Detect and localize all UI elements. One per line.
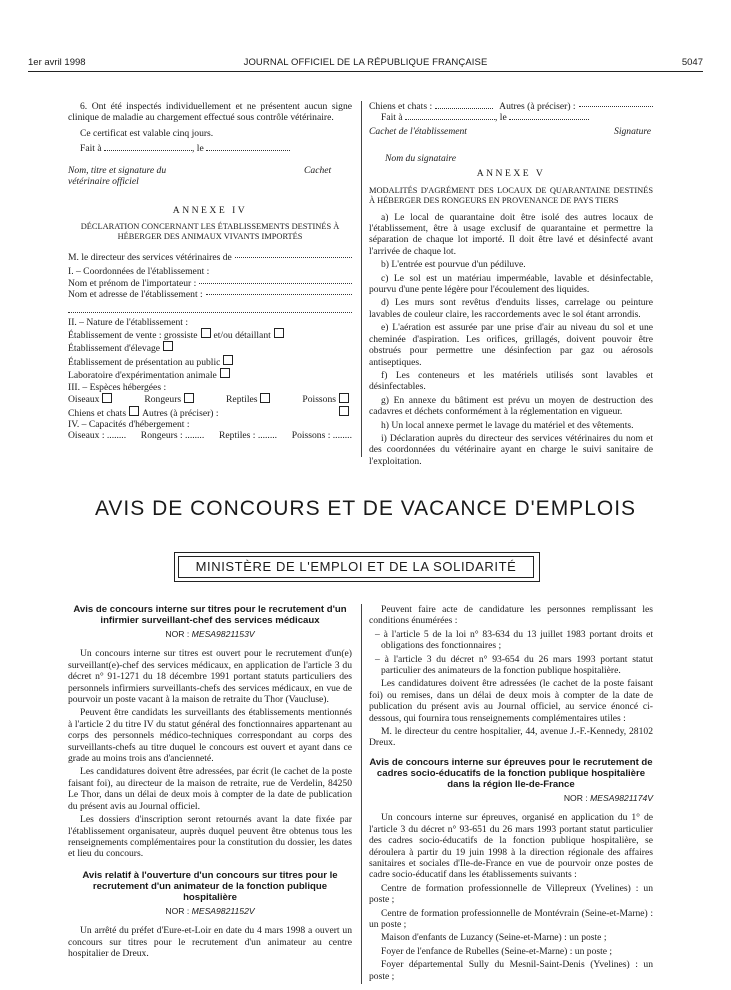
director-dots <box>235 257 352 258</box>
blank-dotted-line <box>68 301 352 313</box>
right-dogs-cats-label: Chiens et chats : <box>369 101 433 112</box>
establishment-1: Centre de formation professionnelle de Villepreux (Yvelines) : un poste ; <box>369 882 653 906</box>
rodents-checkbox[interactable] <box>184 393 194 403</box>
notice-2-p2: Les candidatures doivent être adressées (le cachet de la poste faisant foi) ou remises, dans un délai de deux mois à compter de la date de publication du présent avis au Journal officiel, au service énoncé ci-dessous, qui fournira tous renseignements complémentaires utiles : <box>369 678 653 724</box>
right-le-dots <box>509 119 589 120</box>
left-bottom-column <box>68 604 352 961</box>
section-4-label: IV. – Capacités d'hébergement : <box>68 418 190 430</box>
le-dots <box>206 150 290 151</box>
notice-2-conditions: Peuvent faire acte de candidature les personnes remplissant les conditions énumérées : <box>369 604 653 627</box>
section-title: AVIS DE CONCOURS ET DE VACANCE D'EMPLOIS <box>94 497 637 520</box>
director-label: M. le directeur des services vétérinaires de <box>68 252 232 264</box>
right-others-dots <box>579 106 653 107</box>
header-page-number: 5047 <box>681 57 703 68</box>
establishment-4: Foyer de l'enfance de Rubelles (Seine-et-Marne) : un poste ; <box>381 945 613 957</box>
birds-option <box>68 393 115 405</box>
right-others-label: Autres (à préciser) : <box>499 101 576 112</box>
annex-v-item-e: e) L'aération est assurée par une prise d'air au niveau du sol et une cheminée d'aspiration. Les orifices, grillagés, doivent pouvoir être obstrués pour permettre une désinfection par gaz ou aérosols antiseptiques. <box>369 322 653 368</box>
notice-1-p1: Un concours interne sur titres est ouvert pour le recrutement d'un(e) surveillant(e)-chef des services médicaux, en application de l'article 3 du décret n° 91-1271 du 18 décembre 1991 portant statuts particuliers des personnels infirmiers surveillants-chefs des services médicaux, en vue de pourvoir un poste vacant à la maison de retraite du Thor (Vaucluse). <box>68 648 352 706</box>
notice-1-p2: Peuvent être candidats les surveillants des établissements mentionnés à l'article 2 du titre IV du statut général des fonctionnaires appartenant au corps des personnels médico-techniques correspondant au corps des surveillants-chefs au titre duquel le concours est ouvert et ayant dans ce grade au moins trois ans d'ancienneté. <box>68 707 352 765</box>
retail-checkbox[interactable] <box>274 328 284 338</box>
annex-v-item-a: a) Le local de quarantaine doit être isolé des autres locaux de l'établissement, être à usage exclusif de quarantaine et permettre la séparation de chaque lot importé. Il doit être lavé et désinfecté avant l'arrivée de chaque lot. <box>369 211 653 257</box>
director-line <box>68 252 352 263</box>
annex-v-item-h: h) Un local annexe permet le lavage du matériel et des vêtements. <box>381 419 634 431</box>
notice-2-title: Avis relatif à l'ouverture d'un concours sur titres pour le recrutement d'un animateur de la fonction publique hospitalière <box>82 869 338 903</box>
section-3 <box>68 382 352 393</box>
lab-line <box>68 368 352 381</box>
notice-1-p3: Les candidatures doivent être adressées, par écrit (le cachet de la poste faisant foi), au directeur de la maison de retraite, rue de Verdelin, 84250 Le Thor, dans un délai de deux mois à compter de la date de publication du présent avis au Journal officiel. <box>68 766 352 812</box>
importer-line <box>68 278 352 289</box>
birds-checkbox[interactable] <box>102 393 112 403</box>
fish-label: Poissons <box>302 394 336 406</box>
rodents-option <box>144 393 197 405</box>
etab-signature-block <box>369 126 653 139</box>
fish-option <box>302 393 352 405</box>
vet-signature-label: Nom, titre et signature du vétérinaire officiel <box>68 164 167 187</box>
reptiles-label: Reptiles <box>226 394 258 406</box>
establishment-2: Centre de formation professionnelle de Montévrain (Seine-et-Marne) : un poste ; <box>369 907 653 930</box>
notice-1-p4: Les dossiers d'inscription seront retournés avant la date fixée par l'établissement organisateur, auprès duquel peuvent être obtenus tous les renseignements complémentaires pour la constitution du dossier, les dates et lieu du concours. <box>68 814 352 860</box>
nor-2-label: NOR : <box>165 905 190 916</box>
right-fait-a-label: Fait à <box>381 112 403 124</box>
others-checkbox[interactable] <box>339 406 349 416</box>
section-2 <box>68 317 352 328</box>
establishment-line <box>68 289 352 300</box>
capacity-fish: Poissons : ........ <box>291 430 352 442</box>
section-1 <box>68 266 352 277</box>
section-2-label: II. – Nature de l'établissement : <box>68 316 189 328</box>
establishment-dots <box>206 294 352 295</box>
le-label: , le <box>192 143 204 155</box>
importer-label: Nom et prénom de l'importateur : <box>68 277 197 289</box>
nor-3-code: MESA9821174V <box>590 792 653 803</box>
header-date: 1er avril 1998 <box>28 57 86 68</box>
importer-dots <box>199 283 352 284</box>
annex-v-title: MODALITÉS D'AGRÉMENT DES LOCAUX DE QUARANTAINE DESTINÉS À HÉBERGER DES RONGEURS EN PROVENANCE DE PAYS TIERS <box>369 185 653 205</box>
right-bottom-column <box>369 604 653 984</box>
birds-label: Oiseaux <box>68 394 100 406</box>
notice-1-nor <box>68 629 352 640</box>
sale-label: Établissement de vente : grossiste <box>68 330 198 342</box>
dogs-cats-label: Chiens et chats <box>68 407 127 419</box>
nor-1-label: NOR : <box>165 629 190 639</box>
left-top-column <box>68 101 352 442</box>
annex-v-item-d: d) Les murs sont revêtus d'enduits lisses, carrelage ou peinture lavables de couleur claire, les raccordements avec le sol étant arrondis. <box>369 297 653 320</box>
header-journal-title: JOURNAL OFFICIEL DE LA RÉPUBLIQUE FRANÇAISE <box>243 57 488 68</box>
annex-iv-title: DÉCLARATION CONCERNANT LES ÉTABLISSEMENTS DESTINÉS À HÉBERGER DES ANIMAUX VIVANTS IMPORTÉS <box>80 222 340 242</box>
notice-2-p3: M. le directeur du centre hospitalier, 44, avenue J.-F.-Kennedy, 28102 Dreux. <box>369 726 653 749</box>
right-le-label: , le <box>495 112 507 124</box>
right-fait-a-line <box>369 112 653 123</box>
item-6: 6. Ont été inspectés individuellement et ne présentent aucun signe clinique de maladie au chargement effectué sous contrôle vétérinaire. <box>68 101 352 124</box>
nor-3-label: NOR : <box>563 792 588 803</box>
vet-signature-block <box>68 165 352 193</box>
section-4 <box>68 419 352 430</box>
annex-v-item-b: b) L'entrée est pourvue d'un pédiluve. <box>381 259 526 271</box>
lab-label: Laboratoire d'expérimentation animale <box>68 370 217 382</box>
annex-v-item-g: g) En annexe du bâtiment est prévu un moyen de destruction des cadavres et déchets conformément à la réglementation en vigueur. <box>369 394 653 418</box>
notice-1-title: Avis de concours interne sur titres pour le recrutement d'un infirmier surveillant-chef des services médicaux <box>73 604 347 626</box>
validity-text: Ce certificat est valable cinq jours. <box>80 127 214 139</box>
right-dogs-cats-dots <box>435 108 493 109</box>
sale-line <box>68 328 352 341</box>
reptiles-checkbox[interactable] <box>260 393 270 403</box>
ministry-title: MINISTÈRE DE L'EMPLOI ET DE LA SOLIDARITÉ <box>178 556 534 578</box>
fait-a-dots <box>104 150 192 151</box>
nor-1-code: MESA9821153V <box>191 629 255 639</box>
right-top-column <box>369 101 653 469</box>
column-separator-bottom <box>361 604 362 984</box>
reptiles-option <box>226 393 273 405</box>
right-fait-a-dots <box>405 119 495 120</box>
cachet-etab-label: Cachet de l'établissement <box>369 125 467 137</box>
dogs-others-line <box>68 406 352 419</box>
presentation-line <box>68 355 352 368</box>
presentation-label: Établissement de présentation au public <box>68 356 221 368</box>
presentation-checkbox[interactable] <box>223 355 233 365</box>
breeding-label: Établissement d'élevage <box>68 343 161 355</box>
notice-2-nor <box>68 906 352 917</box>
fait-a-label: Fait à <box>80 143 102 155</box>
breeding-line <box>68 341 352 354</box>
annex-v-item-i: i) Déclaration auprès du directeur des services vétérinaires du nom et des coordonnées du vétérinaire ayant en charge le suivi sanitaire de l'exploitation. <box>369 432 653 467</box>
cachet-label: Cachet <box>304 164 332 176</box>
notice-3-nor <box>369 793 653 804</box>
right-species-line <box>369 101 653 112</box>
capacity-reptiles: Reptiles : ........ <box>218 430 278 442</box>
capacity-line <box>68 430 352 441</box>
signature-label: Signature <box>614 125 651 137</box>
annex-iv-heading: ANNEXE IV <box>172 204 248 216</box>
column-separator-top <box>361 101 362 457</box>
annex-v-item-f: f) Les conteneurs et les matériels utilisés sont lavables et désinfectables. <box>369 369 653 393</box>
fish-checkbox[interactable] <box>339 393 349 403</box>
notice-2-p1: Un arrêté du préfet d'Eure-et-Loir en date du 4 mars 1998 a ouvert un concours sur titres pour le recrutement d'un animateur au centre hospitalier de Dreux. <box>68 925 352 959</box>
establishment-3: Maison d'enfants de Luzancy (Seine-et-Marne) : un poste ; <box>381 932 607 944</box>
breeding-checkbox[interactable] <box>163 341 173 351</box>
annex-v-heading: ANNEXE V <box>476 168 546 180</box>
establishment-5: Foyer départemental Sully du Mesnil-Saint-Denis (Yvelines) : un poste ; <box>369 959 653 982</box>
notice-3-title: Avis de concours interne sur épreuves pour le recrutement de cadres socio-éducatifs de la fonction publique hospitalière dans la région Ile-de-France <box>369 756 653 790</box>
lab-checkbox[interactable] <box>220 368 230 378</box>
dogs-cats-checkbox[interactable] <box>129 406 139 416</box>
notice-3-p1: Un concours interne sur épreuves, organisé en application du 1° de l'article 3 du décret n° 93-651 du 26 mars 1993 portant statut particulier des cadres socio-éducatifs de la fonction publique hospitalière, se déroulera à partir du 19 juin 1998 à la direction régionale des affaires sanitaires et sociales d'Ile-de-France en vue de pourvoir onze postes de cadre socio-éducatif dans les établissements suivants : <box>369 812 653 881</box>
capacity-birds: Oiseaux : ........ <box>68 430 127 442</box>
fait-a-line <box>68 143 352 154</box>
condition-1: – à l'article 5 de la loi n° 83-634 du 13 juillet 1983 portant droits et obligations des fonctionnaires ; <box>375 628 653 652</box>
condition-2: – à l'article 3 du décret n° 93-654 du 26 mars 1993 portant statut particulier des animateurs de la fonction publique hospitalière. <box>375 653 653 677</box>
annex-v-item-c: c) Le sol est un matériau imperméable, lavable et désinfectable, pourvu d'une pente légère pour l'écoulement des liquides. <box>369 272 653 296</box>
wholesale-checkbox[interactable] <box>201 328 211 338</box>
species-line <box>68 393 352 405</box>
nom-signataire-label: Nom du signataire <box>385 152 457 164</box>
section-1-label: I. – Coordonnées de l'établissement : <box>68 266 210 278</box>
rodents-label: Rongeurs <box>144 394 182 406</box>
capacity-rodents: Rongeurs : ........ <box>140 430 205 442</box>
retail-label: et/ou détaillant <box>213 330 271 342</box>
header-rule <box>28 71 703 72</box>
page-header <box>28 57 703 71</box>
section-3-label: III. – Espèces hébergées : <box>68 381 167 393</box>
establishment-label: Nom et adresse de l'établissement : <box>68 289 203 301</box>
nor-2-code: MESA9821152V <box>191 905 255 916</box>
others-label: Autres (à préciser) : <box>142 407 219 419</box>
